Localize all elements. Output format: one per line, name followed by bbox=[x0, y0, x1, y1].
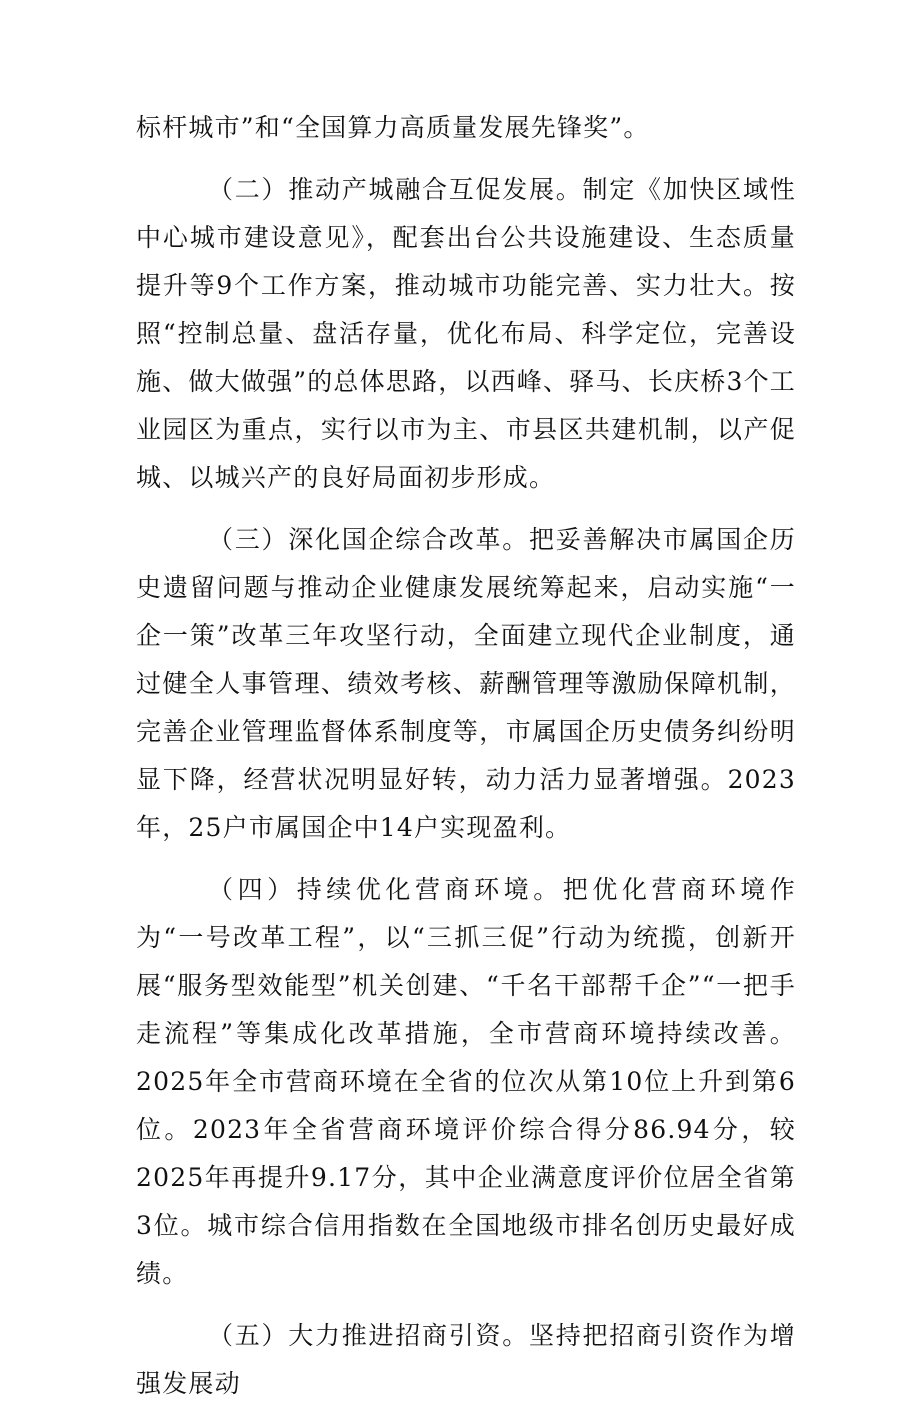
paragraph-industry-city-integration: （二）推动产城融合互促发展。制定《加快区域性中心城市建设意见》，配套出台公共设施建设、生态质量提升等9个工作方案，推动城市功能完善、实力壮大。按照“控制总量、盘活存量，优化布局、科学定位，完善设施、做大做强”的总体思路，以西峰、驿马、长庆桥3个工业园区为重点，实行以市为主、市县区共建机制，以产促城、以城兴产的良好局面初步形成。 bbox=[136, 175, 796, 492]
paragraph-continuation: 标杆城市”和“全国算力高质量发展先锋奖”。 bbox=[136, 113, 650, 142]
paragraph-business-environment: （四）持续优化营商环境。把优化营商环境作为“一号改革工程”，以“三抓三促”行动为统揽，创新开展“服务型效能型”机关创建、“千名干部帮千企”“一把手走流程”等集成化改革措施，全市营商环境持续改善。2025年全市营商环境在全省的位次从第10位上升到第6位。2023年全省营商环境评价综合得分86.94分，较2025年再提升9.17分，其中企业满意度评价位居全省第3位。城市综合信用指数在全国地级市排名创历史最好成绩。 bbox=[136, 875, 796, 1288]
paragraph-gap bbox=[136, 502, 796, 516]
paragraph-soe-reform: （三）深化国企综合改革。把妥善解决市属国企历史遗留问题与推动企业健康发展统筹起来，启动实施“一企一策”改革三年攻坚行动，全面建立现代企业制度，通过健全人事管理、绩效考核、薪酬管理等激励保障机制，完善企业管理监督体系制度等，市属国企历史债务纠纷明显下降，经营状况明显好转，动力活力显著增强。2023年，25户市属国企中14户实现盈利。 bbox=[136, 525, 796, 842]
paragraph-gap bbox=[136, 1298, 796, 1312]
paragraph-gap bbox=[136, 152, 796, 166]
document-body bbox=[136, 104, 796, 1408]
paragraph-gap bbox=[136, 852, 796, 866]
paragraph-investment-attraction: （五）大力推进招商引资。坚持把招商引资作为增强发展动 bbox=[136, 1321, 796, 1398]
